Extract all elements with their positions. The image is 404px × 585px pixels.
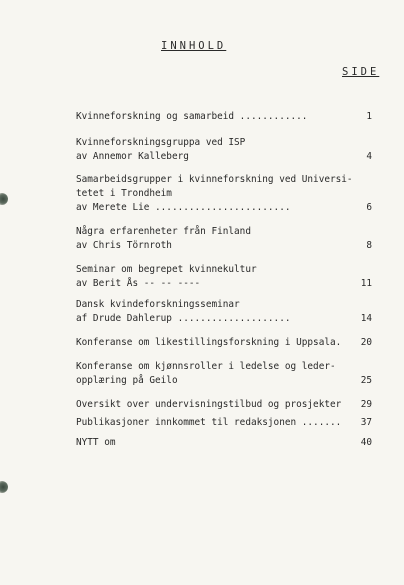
toc-entry-line: av Merete Lie ........................ <box>76 202 291 213</box>
toc-entry <box>76 436 372 450</box>
toc-entry-line: Konferanse om likestillingsforskning i Uppsala. <box>76 337 342 348</box>
toc-entry-line: Kvinneforskning og samarbeid ............ <box>76 111 308 122</box>
toc-entry <box>76 298 372 326</box>
toc-entry-page: 20 <box>360 337 372 348</box>
toc-entry-line: av Chris Törnroth <box>76 240 172 251</box>
toc-entry-page: 8 <box>366 240 372 251</box>
toc-entry-line: NYTT om <box>76 437 116 448</box>
toc-entry-page: 37 <box>360 417 372 428</box>
page-column-label: SIDE <box>342 66 380 78</box>
toc-entry-line: Oversikt over undervisningstilbud og prosjekter <box>76 399 342 410</box>
toc-entry-line: Publikasjoner innkommet til redaksjonen ....... <box>76 417 342 428</box>
toc-entry-line: av Berit Ås -- -- ---- <box>76 278 201 289</box>
toc-entry <box>76 360 372 388</box>
toc-entry <box>76 173 372 215</box>
toc-entry-page: 40 <box>360 437 372 448</box>
toc-entry-line: af Drude Dahlerup .................... <box>76 313 291 324</box>
toc-entry <box>76 225 372 253</box>
punch-hole-bottom <box>0 481 8 493</box>
toc-entry-page: 6 <box>366 202 372 213</box>
toc-entry <box>76 336 372 350</box>
toc-entry-line: tetet i Trondheim <box>76 188 172 199</box>
toc-entry-line: Några erfarenheter från Finland <box>76 226 251 237</box>
toc-entry <box>76 110 372 124</box>
toc-entry-line: Kvinneforskningsgruppa ved ISP <box>76 137 246 148</box>
toc-entry-line: Samarbeidsgrupper i kvinneforskning ved Universi- <box>76 174 353 185</box>
toc-entry <box>76 416 372 430</box>
toc-entry <box>76 398 372 412</box>
toc-entry-line: Konferanse om kjønnsroller i ledelse og leder- <box>76 361 336 372</box>
toc-entry <box>76 263 372 291</box>
toc-entry-page: 14 <box>360 313 372 324</box>
toc-entry-page: 1 <box>366 111 372 122</box>
table-of-contents <box>76 110 372 450</box>
punch-hole-top <box>0 193 8 205</box>
toc-entry-line: av Annemor Kalleberg <box>76 151 189 162</box>
toc-entry-page: 4 <box>366 151 372 162</box>
toc-entry <box>76 136 372 164</box>
page-title: INNHOLD <box>161 40 227 52</box>
toc-entry-page: 25 <box>360 375 372 386</box>
toc-entry-line: Seminar om begrepet kvinnekultur <box>76 264 257 275</box>
toc-entry-page: 29 <box>360 399 372 410</box>
toc-entry-page: 11 <box>360 278 372 289</box>
toc-entry-line: opplæring på Geilo <box>76 375 178 386</box>
toc-entry-line: Dansk kvindeforskningsseminar <box>76 299 240 310</box>
